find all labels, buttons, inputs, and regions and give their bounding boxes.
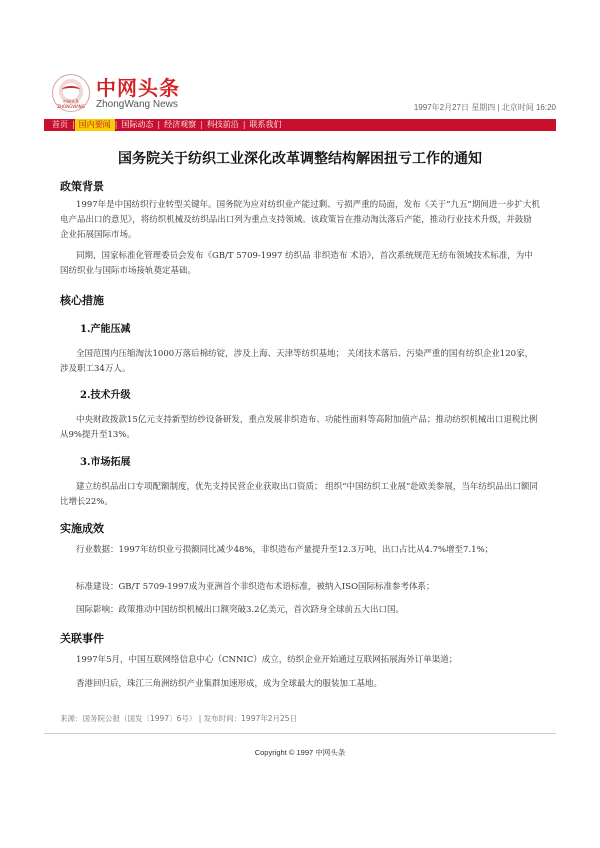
section-heading-measures: 核心措施 <box>60 294 104 307</box>
nav-separator: | <box>200 120 203 129</box>
section-heading-background: 政策背景 <box>60 180 104 193</box>
paragraph: 建立纺织品出口专项配额制度，优先支持民营企业获取出口资质； 组织“中国纺织工业展”赴欧美参展，当年纺织品出口额同比增长22%。 <box>60 482 538 507</box>
nav-separator: | <box>114 120 118 129</box>
brand-name-en: ZhongWang News <box>96 99 178 110</box>
subsection-heading: 2.技术升级 <box>80 390 131 401</box>
paragraph: 1997年5月，中国互联网络信息中心（CNNIC）成立，纺织企业开始通过互联网拓展海外订单渠道； <box>76 655 458 665</box>
site-header <box>44 68 556 114</box>
site-logo[interactable] <box>52 74 90 112</box>
nav-separator: | <box>242 120 246 129</box>
nav-item-domestic[interactable]: 国内要闻 <box>75 119 115 131</box>
nav-item-economy[interactable]: 经济观察 <box>164 120 197 129</box>
paragraph: 同期，国家标准化管理委员会发布《GB/T 5709-1997 纺织品 非织造布 术语》，首次系统规范无纺布领域技术标准，为中国纺织业与国际市场接轨奠定基础。 <box>60 251 533 276</box>
dateline: 1997年2月27日 星期四 | 北京时间 16:20 <box>413 103 556 112</box>
article-source: 来源：国务院公报（国发〔1997〕6号） | 发布时间：1997年2月25日 <box>60 714 298 723</box>
paragraph: 标准建设：GB/T 5709-1997成为亚洲首个非织造布术语标准，被纳入ISO国际标准参考体系； <box>76 582 435 592</box>
paragraph: 国际影响：政策推动中国纺织机械出口额突破3.2亿美元，首次跻身全球前五大出口国。 <box>76 605 405 615</box>
section-heading-related: 关联事件 <box>60 632 104 645</box>
divider <box>44 733 556 734</box>
nav-item-home[interactable]: 首页 <box>52 120 68 129</box>
nav-item-contact[interactable]: 联系我们 <box>249 120 282 129</box>
paragraph: 行业数据：1997年纺织业亏损额同比减少48%，非织造布产量提升至12.3万吨，出口占比从4.7%增至7.1%； <box>76 545 494 555</box>
logo-arc-icon <box>62 86 80 94</box>
article-title: 国务院关于纺织工业深化改革调整结构解困扭亏工作的通知 <box>118 151 482 167</box>
logo-text: 中网头条 ZHONGWANG <box>57 99 85 109</box>
main-nav <box>44 119 556 131</box>
paragraph: 1997年是中国纺织行业转型关键年。国务院为应对纺织业产能过剩、亏损严重的局面，发布《关于“九五”期间进一步扩大机电产品出口的意见》，将纺织机械及纺织品出口列为重点支持领域。该政策旨在推动淘汰落后产能，推动行业技术升级，并鼓励企业拓展国际市场。 <box>60 200 540 240</box>
brand-name-cn[interactable]: 中网头条 <box>96 76 180 100</box>
subsection-heading: 3.市场拓展 <box>80 457 131 468</box>
paragraph: 香港回归后，珠江三角洲纺织产业集群加速形成，成为全球最大的服装加工基地。 <box>76 679 383 689</box>
nav-item-tech[interactable]: 科技前沿 <box>206 120 239 129</box>
paragraph: 中央财政拨款15亿元支持新型纺纱设备研发，重点发展非织造布、功能性面料等高附加值产品；推动纺织机械出口退税比例从9%提升至13%。 <box>60 415 538 440</box>
subsection-heading: 1.产能压减 <box>80 324 131 335</box>
footer-copyright: Copyright © 1997 中网头条 <box>254 748 346 757</box>
section-heading-results: 实施成效 <box>60 522 104 535</box>
nav-separator: | <box>72 120 75 129</box>
nav-separator: | <box>157 120 161 129</box>
nav-item-international[interactable]: 国际动态 <box>121 120 154 129</box>
paragraph: 全国范围内压缩淘汰1000万落后棉纺锭，涉及上海、天津等纺织基地； 关闭技术落后、污染严重的国有纺织企业120家，涉及职工34万人。 <box>60 349 534 374</box>
